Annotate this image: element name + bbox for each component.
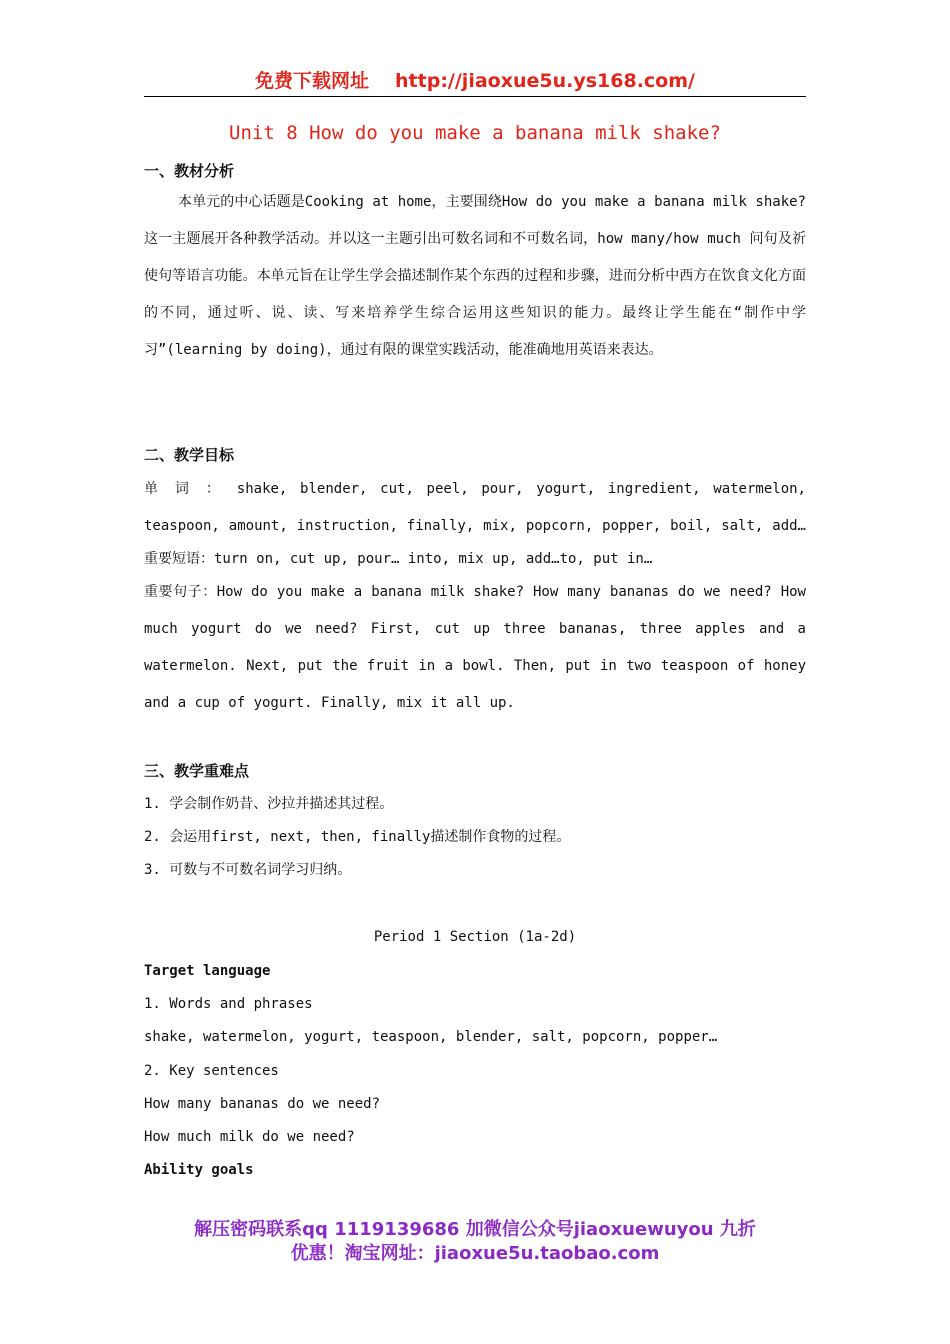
difficulty-item-1: 1. 学会制作奶昔、沙拉并描述其过程。 bbox=[144, 796, 394, 812]
section1-paragraph: 本单元的中心话题是Cooking at home，主要围绕How do you make a banana milk shake?这一主题展开各种教学活动。并以这一主题引出可数名词和不可数名词，how many/how much 问句及祈使句等语言功能。本单元旨在让学生学会描述制作某个东西的过程和步骤，进而分析中西方在饮食文化方面的不同，通过听、说、读、写来培养学生综合运用这些知识的能力。最终让学生能在“制作中学习”(learning by doing)，通过有限的课堂实践活动，能准确地用英语来表达。 bbox=[144, 194, 806, 358]
key-sentences-heading: 2. Key sentences bbox=[144, 1063, 279, 1079]
footer-line-1: 解压密码联系qq 1119139686 加微信公众号jiaoxuewuyou 九折 bbox=[194, 1219, 756, 1240]
header-label: 免费下载网址 bbox=[255, 70, 370, 92]
words-line-1: 单 词 ： shake, blender, cut, peel, pour, yogurt, ingredient, watermelon, bbox=[144, 481, 806, 497]
header-url-link[interactable]: http://jiaoxue5u.ys168.com/ bbox=[395, 70, 695, 92]
difficulty-item-3: 3. 可数与不可数名词学习归纳。 bbox=[144, 862, 352, 878]
key-sentence-2: How much milk do we need? bbox=[144, 1129, 355, 1145]
words-phrases-heading: 1. Words and phrases bbox=[144, 996, 313, 1012]
difficulty-item-2: 2. 会运用first, next, then, finally描述制作食物的过程。 bbox=[144, 829, 571, 845]
section1-heading: 一、教材分析 bbox=[144, 162, 235, 180]
target-language-heading: Target language bbox=[144, 963, 271, 979]
words-list: shake, watermelon, yogurt, teaspoon, blender, salt, popcorn, popper… bbox=[144, 1029, 718, 1045]
section2-heading: 二、教学目标 bbox=[144, 446, 235, 464]
key-sentence-1: How many bananas do we need? bbox=[144, 1096, 381, 1112]
key-sentences: 重要句子：How do you make a banana milk shake? How many bananas do we need? How much yogurt do we need? First, cut up three bananas, three apples and a watermelon. Next, put the fruit in a bowl. Then, put in two teaspoon of honey and a cup of yogurt. Finally, mix it all up. bbox=[144, 584, 806, 711]
key-phrases: 重要短语：turn on, cut up, pour… into, mix up, add…to, put in… bbox=[144, 551, 653, 567]
page-footer bbox=[144, 1218, 806, 1266]
period-title: Period 1 Section (1a-2d) bbox=[373, 929, 577, 945]
words-line-2: teaspoon, amount, instruction, finally, mix, popcorn, popper, boil, salt, add… bbox=[144, 518, 806, 534]
ability-goals-heading: Ability goals bbox=[144, 1162, 254, 1178]
page-header bbox=[144, 66, 806, 97]
page-title: Unit 8 How do you make a banana milk shake? bbox=[229, 122, 721, 144]
footer-line-2[interactable]: 优惠！淘宝网址：jiaoxue5u.taobao.com bbox=[290, 1243, 660, 1264]
section3-heading: 三、教学重难点 bbox=[144, 762, 250, 780]
